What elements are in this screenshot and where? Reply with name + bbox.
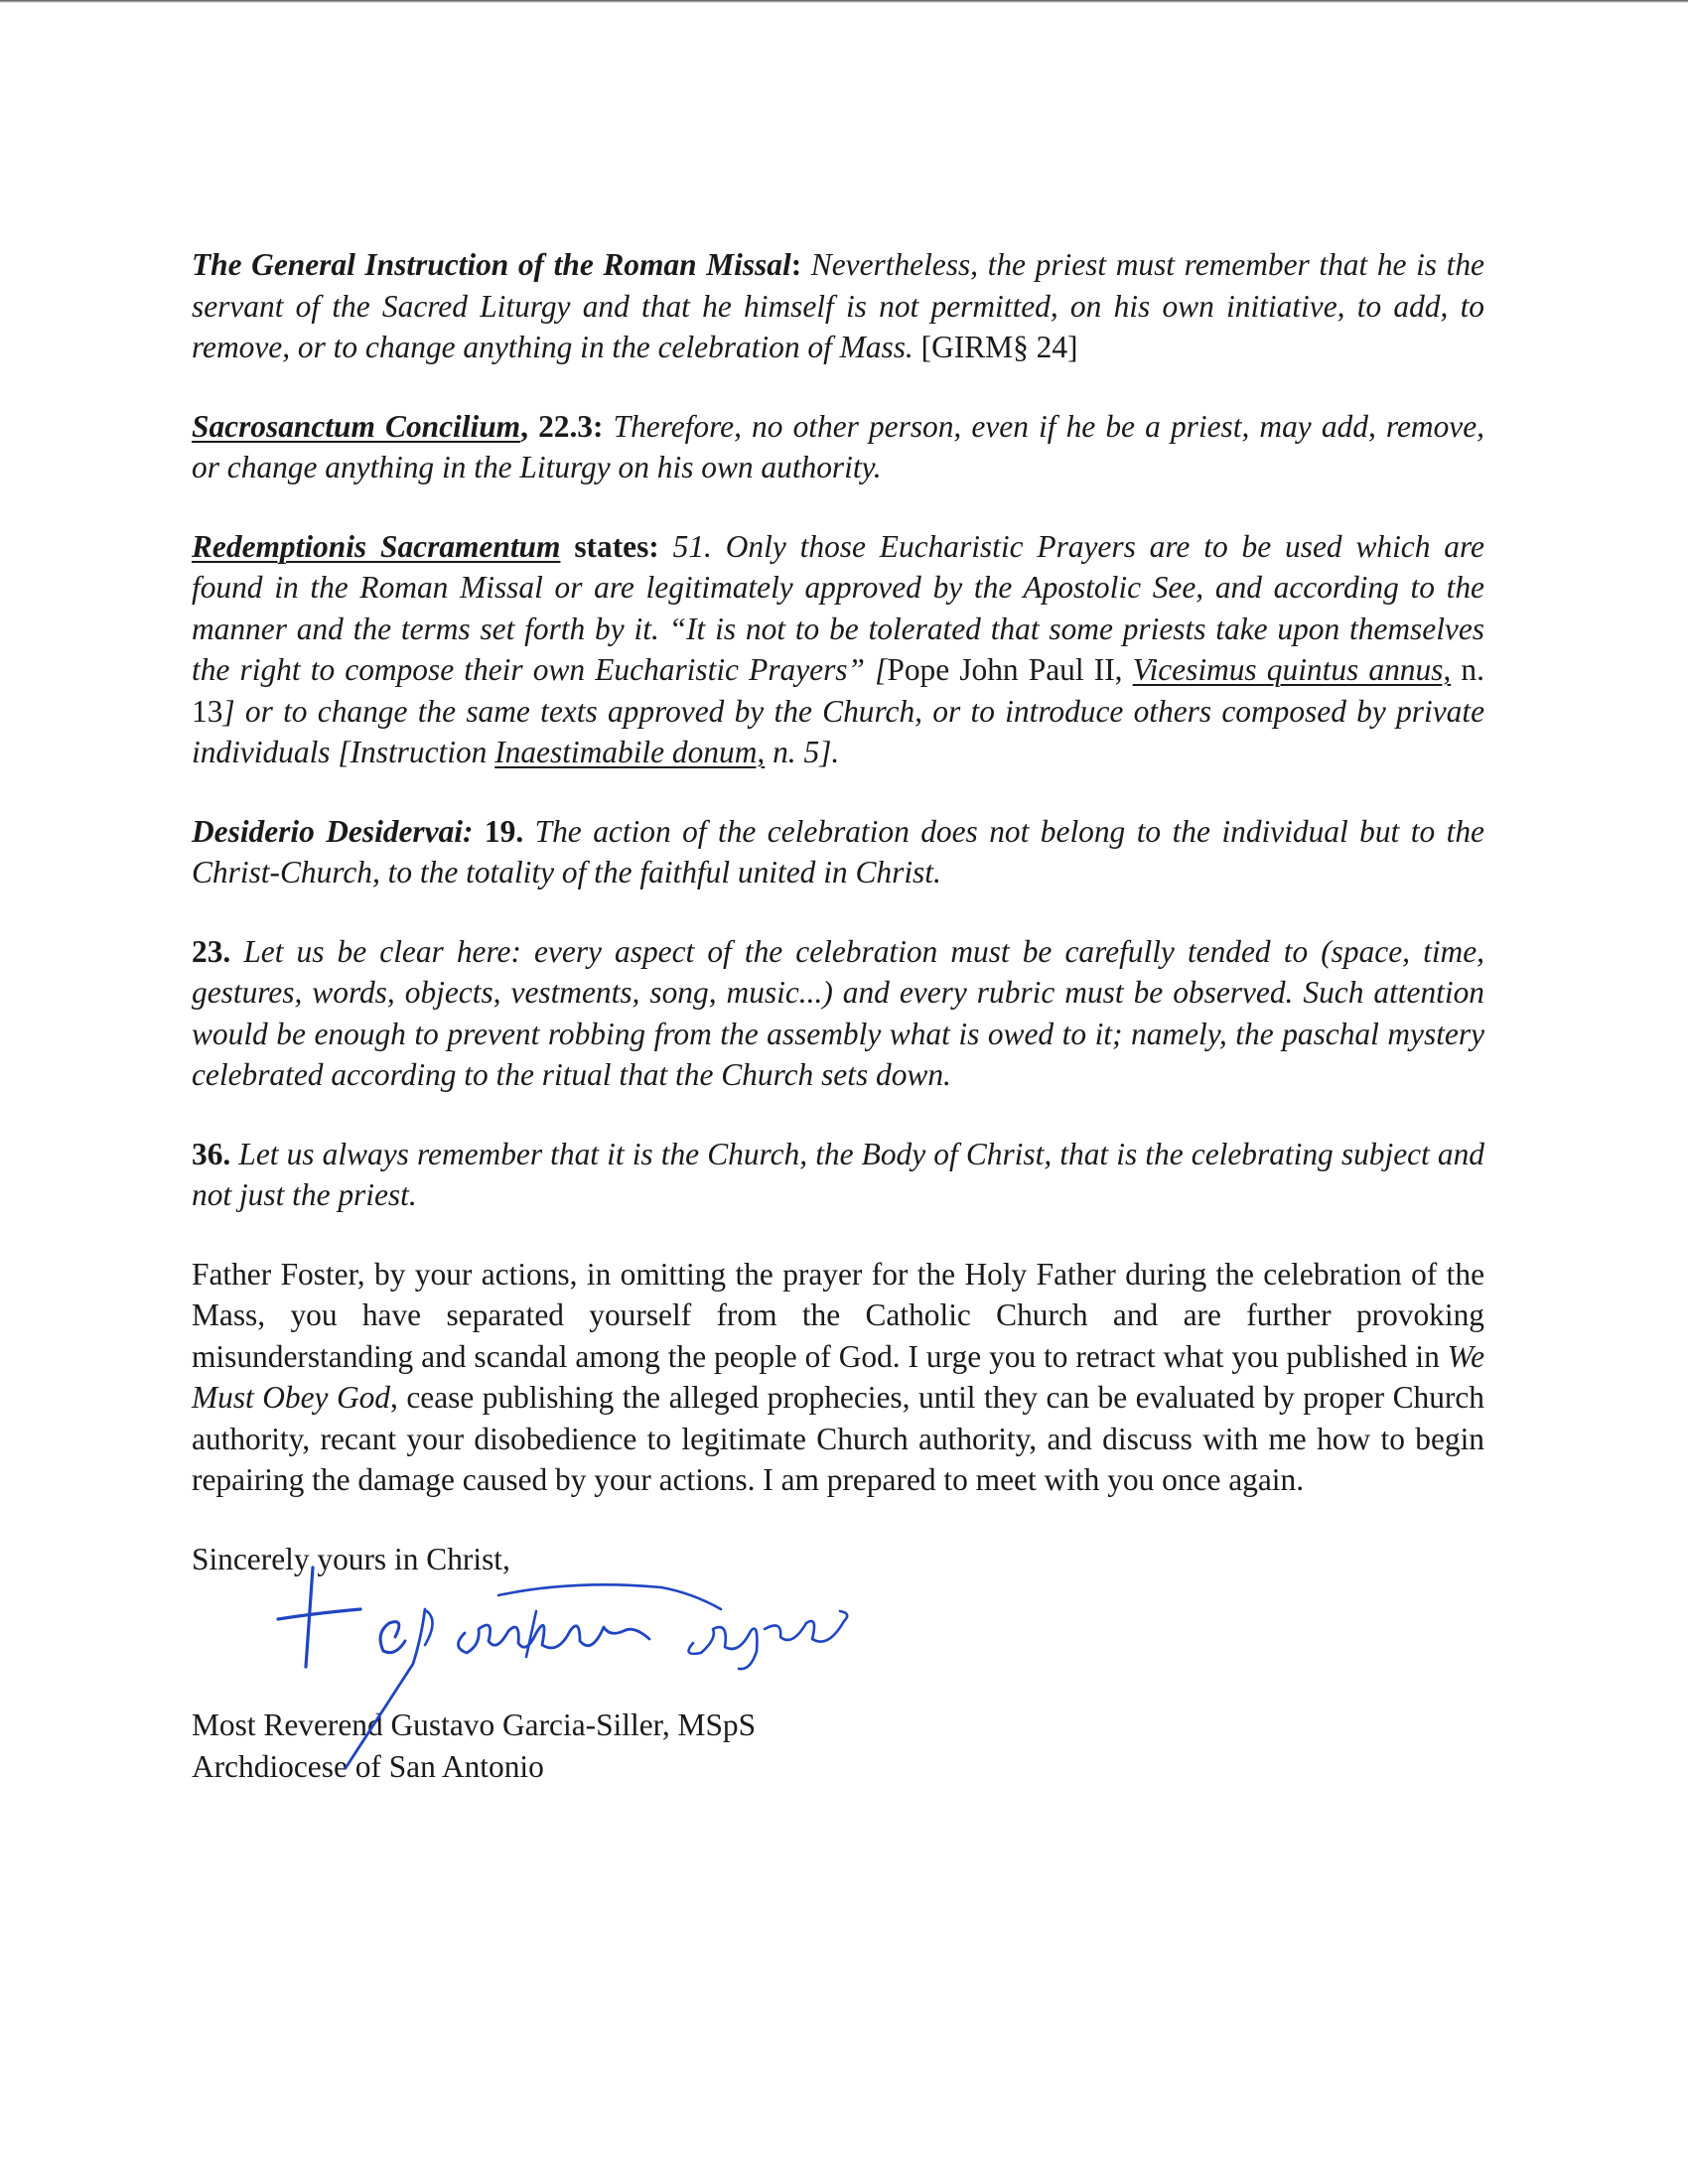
section-number: 36. [192, 1136, 231, 1171]
source-title: Desiderio Desidervai: [192, 813, 474, 849]
section-number: 23. [192, 933, 231, 969]
section-number: 19. [484, 813, 524, 849]
reference: [GIRM§ 24] [920, 330, 1078, 364]
book-title: We Must Obey God [192, 1338, 1484, 1415]
scan-edge [0, 0, 1688, 3]
body-text: Father Foster, by your actions, in omitting the prayer for the Holy Father during the celebration of the Mass, you have separated yourself from the Catholic Church and are further provoking misunderstanding and scandal among the people of God. I urge you to retract what you published in [192, 1256, 1484, 1374]
quote-text: 51. Only those Eucharistic Prayers are to be used which are found in the Roman Missal or are legitimately approved by the Apostolic See, and according to the manner and the terms set forth by it. “It is not to be tolerated that some priests take upon themselves the right to compose their own Eucharistic Prayers” [192, 528, 1484, 687]
paragraph-girm [192, 244, 1484, 368]
paragraph-main [192, 1254, 1484, 1501]
quote-text: Let us always remember that it is the Church, the Body of Christ, that is the celebrating subject and not just the priest. [192, 1136, 1484, 1212]
reference-title: Vicesimus quintus annus, [1132, 652, 1452, 687]
closing-line: Sincerely yours in Christ, [192, 1541, 510, 1576]
quote-text: ] or to change the same texts approved by the Church, or to introduce others composed by private individuals [Instruction [192, 693, 1484, 769]
reference-number: n. 13 [192, 652, 1484, 729]
source-title: Redemptionis Sacramentum [192, 528, 561, 564]
reference-author: Pope John Paul II, [887, 652, 1123, 687]
body-text: , cease publishing the alleged prophecies, until they can be evaluated by proper Church authority, recant your disobedience to legitimate Church authority, and discuss with me how to begin repairing the damage caused by your actions. I am prepared to meet with you once again. [192, 1380, 1484, 1497]
paragraph-sacrosanctum [192, 406, 1484, 488]
letter-body [192, 244, 1484, 1814]
section-number: , 22.3: [520, 408, 604, 444]
paragraph-desiderio-23 [192, 931, 1484, 1096]
source-title: Sacrosanctum Concilium [192, 408, 521, 444]
handwritten-signature [276, 1560, 872, 1788]
signer-organization: Archdiocese of San Antonio [192, 1749, 544, 1784]
signature-block [192, 1585, 1484, 1814]
quote-text: Therefore, no other person, even if he be a priest, may add, remove, or change anything in the Liturgy on his own authority. [192, 408, 1484, 484]
quote-text: Nevertheless, the priest must remember that he is the servant of the Sacred Liturgy and that he himself is not permitted, on his own initiative, to add, to remove, or to change anything in the celebration of Mass. [192, 247, 1484, 364]
paragraph-desiderio-36 [192, 1134, 1484, 1216]
bracket: [ [875, 652, 888, 687]
source-title: The General Instruction of the Roman Missal [192, 247, 791, 282]
quote-text: The action of the celebration does not belong to the individual but to the Christ-Church, to the totality of the faithful united in Christ. [192, 813, 1484, 889]
paragraph-desiderio [192, 811, 1484, 893]
quote-text: Let us be clear here: every aspect of the celebration must be carefully tended to (space, time, gestures, words, objects, vestments, song, music...) and every rubric must be observed. Such attention would be enough to prevent robbing from the assembly what is owed to it; namely, the paschal mystery celebrated according to the ritual that the Church sets down. [192, 933, 1484, 1092]
signer-name: Most Reverend Gustavo Garcia-Siller, MSpS [192, 1707, 757, 1742]
reference-title: Inaestimabile donum, [494, 735, 766, 769]
paragraph-redemptionis [192, 526, 1484, 773]
reference-number: n. 5]. [773, 735, 840, 769]
colon: : [790, 247, 802, 282]
states-label: states: [574, 528, 659, 564]
